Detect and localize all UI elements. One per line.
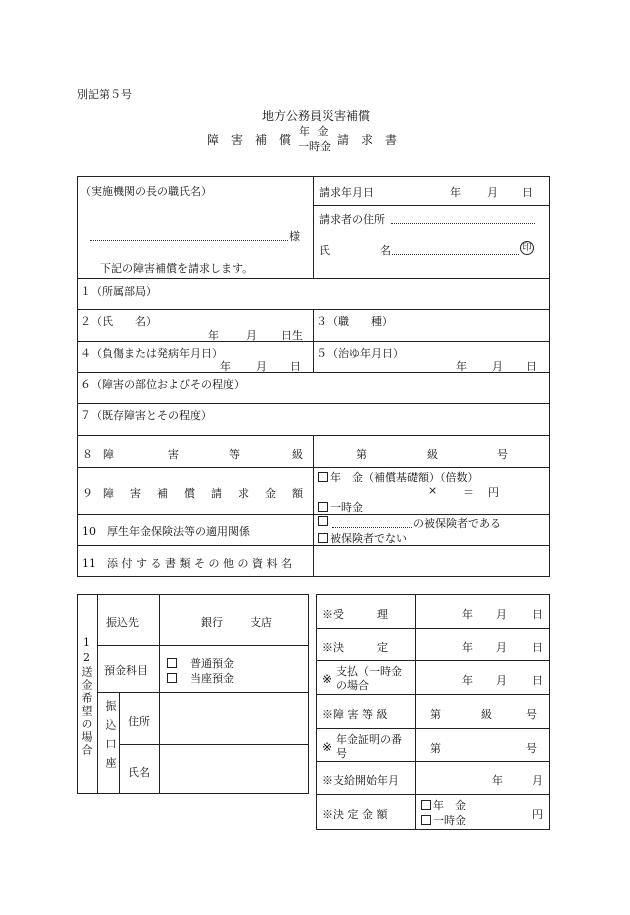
start-month: 月: [532, 774, 543, 787]
injury-month-unit: 月: [256, 360, 267, 373]
agency-name-line[interactable]: [90, 240, 288, 241]
insurance-name-line[interactable]: [332, 527, 412, 528]
grade-dai: 第: [356, 448, 367, 461]
row-divider: [119, 744, 309, 745]
row9-char: 補: [157, 487, 168, 500]
row-divider: [97, 645, 309, 646]
pension-checkbox[interactable]: [318, 472, 328, 482]
col-divider: [313, 176, 314, 278]
start-label: ※支給開始年月: [322, 774, 399, 787]
kome-mark: ※: [322, 740, 333, 754]
amount-yen: 円: [532, 808, 543, 821]
row8-char: 障: [103, 448, 114, 461]
date-month-unit: 月: [487, 186, 498, 199]
row-divider: [316, 694, 550, 695]
injury-day-unit: 日: [290, 360, 301, 373]
sama-label: 様: [289, 230, 300, 243]
row8-number: ８: [82, 448, 93, 461]
address-line[interactable]: [391, 223, 535, 224]
date-year-unit: 年: [450, 186, 461, 199]
birth-year-unit: 年: [208, 329, 219, 342]
cure-day-unit: 日: [526, 360, 537, 373]
amount-lumpsum-option[interactable]: 一時金: [421, 812, 466, 828]
received-label: ※受 理: [322, 608, 388, 621]
bank-label: 銀行: [201, 616, 223, 629]
injury-date-label: ４（負傷または発病年月日）: [80, 347, 223, 360]
seal-mark: 印: [520, 241, 534, 255]
row8-char: 級: [292, 448, 303, 461]
row9-number: ９: [82, 487, 93, 500]
row9-char: 償: [184, 487, 195, 500]
col-divider: [97, 594, 98, 794]
title-stack-bottom: 一時金: [298, 140, 331, 153]
col-divider: [159, 594, 160, 794]
row-divider: [316, 794, 550, 795]
decided-year: 年: [462, 641, 473, 654]
attachments-label: 11 添 付 す る 書 類 そ の 他 の 資 料 名: [82, 557, 292, 570]
row9-char: 金: [265, 487, 276, 500]
office-grade-dai: 第: [430, 708, 441, 721]
row-divider: [77, 372, 550, 373]
row9-char: 求: [238, 487, 249, 500]
birth-month-unit: 月: [246, 329, 257, 342]
date-day-unit: 日: [522, 186, 533, 199]
pension-law-label: 10 厚生年金保険法等の適用関係: [82, 525, 250, 538]
affiliation-label: １（所属部局）: [80, 285, 157, 298]
cert-label-2: 号: [336, 747, 347, 760]
name-label-2: 名: [380, 244, 391, 257]
insured-option[interactable]: [318, 515, 330, 528]
paid-label-2: の場合: [336, 679, 369, 692]
request-text: 下記の障害補償を請求します。: [100, 262, 254, 275]
row9-char: 請: [211, 487, 222, 500]
agency-label: （実施機関の長の職氏名）: [80, 185, 212, 198]
start-year: 年: [492, 774, 503, 787]
calc-yen: 円: [488, 486, 499, 499]
request-date-label: 請求年月日: [319, 186, 374, 199]
account-name-label: 氏名: [128, 766, 150, 779]
cure-year-unit: 年: [456, 360, 467, 373]
row9-char: 額: [292, 487, 303, 500]
name-line[interactable]: [392, 254, 519, 255]
injury-year-unit: 年: [220, 360, 231, 373]
cert-label-1: 年金証明の番: [336, 733, 402, 746]
title-right: 請 求 書: [337, 133, 398, 147]
grade-go: 号: [497, 448, 508, 461]
col-divider: [313, 309, 314, 372]
row8-char: 等: [229, 448, 240, 461]
col-divider: [313, 435, 314, 577]
grade-kyu: 級: [427, 448, 438, 461]
account-vertical-label: 振込口座: [104, 700, 117, 776]
paid-year: 年: [462, 674, 473, 687]
received-day: 日: [532, 608, 543, 621]
calc-equals: ＝: [463, 486, 474, 499]
paid-day: 日: [532, 674, 543, 687]
birth-day-unit: 日生: [281, 329, 303, 342]
col-divider: [119, 692, 120, 794]
office-grade-label: ※障 害 等 級: [322, 708, 388, 721]
disability-part-label: ６（障害の部位およびその程度）: [80, 378, 245, 391]
row9-char: 障: [103, 487, 114, 500]
calc-times: ×: [428, 484, 438, 497]
form-subtitle: 地方公務員災害補償: [262, 109, 371, 123]
branch-label: 支店: [250, 616, 272, 629]
existing-disability-label: ７（既存障害とその程度）: [80, 409, 212, 422]
occupation-label: ３（職 種）: [316, 315, 393, 328]
office-grade-go: 号: [526, 708, 537, 721]
row-divider: [77, 403, 550, 404]
not-insured-checkbox[interactable]: [318, 533, 328, 543]
row8-char: 害: [168, 448, 179, 461]
cure-month-unit: 月: [492, 360, 503, 373]
row-divider: [77, 278, 550, 279]
title-stack-top: 年 金: [299, 125, 331, 138]
decided-day: 日: [532, 641, 543, 654]
form-number: 別記第５号: [77, 88, 132, 101]
decided-label: ※決 定: [322, 641, 388, 654]
insured-checkbox[interactable]: [318, 516, 328, 526]
row-divider: [313, 205, 550, 206]
current-deposit-option[interactable]: 当座預金: [167, 670, 234, 686]
cert-dai: 第: [430, 742, 441, 755]
row-divider: [316, 660, 550, 661]
row-divider: [316, 761, 550, 762]
not-insured-option[interactable]: 被保険者でない: [318, 530, 407, 546]
kome-mark: ※: [322, 672, 333, 686]
remit-vertical-label: 12送金希望の場合: [80, 636, 93, 757]
lumpsum-option[interactable]: 一時金: [318, 499, 363, 515]
row-divider: [316, 728, 550, 729]
received-month: 月: [496, 608, 507, 621]
cure-date-label: ５（治ゆ年月日）: [316, 347, 404, 360]
row9-char: 害: [130, 487, 141, 500]
row-divider: [316, 628, 550, 629]
paid-month: 月: [496, 674, 507, 687]
ordinary-deposit-checkbox[interactable]: [167, 658, 177, 668]
ordinary-deposit-option[interactable]: 普通預金: [167, 655, 234, 671]
deposit-type-label: 預金科目: [104, 664, 148, 677]
address-label: 請求者の住所: [319, 213, 385, 226]
lumpsum-checkbox[interactable]: [318, 502, 328, 512]
current-deposit-checkbox[interactable]: [167, 673, 177, 683]
insured-suffix: の被保険者である: [413, 517, 501, 530]
title-left: 障 害 補 償: [207, 133, 292, 147]
amount-pension-option[interactable]: 年 金: [421, 797, 466, 813]
decided-month: 月: [496, 641, 507, 654]
received-year: 年: [462, 608, 473, 621]
amount-label: ※決 定 金 額: [322, 808, 388, 821]
amount-pension-checkbox[interactable]: [421, 800, 431, 810]
name-label-1: 氏: [319, 244, 330, 257]
transfer-dest-label: 振込先: [106, 616, 139, 629]
cert-go: 号: [526, 742, 537, 755]
pension-option[interactable]: 年 金（補償基礎額）（倍数）: [318, 469, 479, 485]
name-field-label: ２（氏 名）: [80, 315, 157, 328]
amount-lumpsum-checkbox[interactable]: [421, 815, 431, 825]
row-divider: [97, 692, 309, 693]
paid-label-1: 支払（一時金: [336, 665, 402, 678]
office-grade-kyu: 級: [481, 708, 492, 721]
account-address-label: 住所: [128, 715, 150, 728]
